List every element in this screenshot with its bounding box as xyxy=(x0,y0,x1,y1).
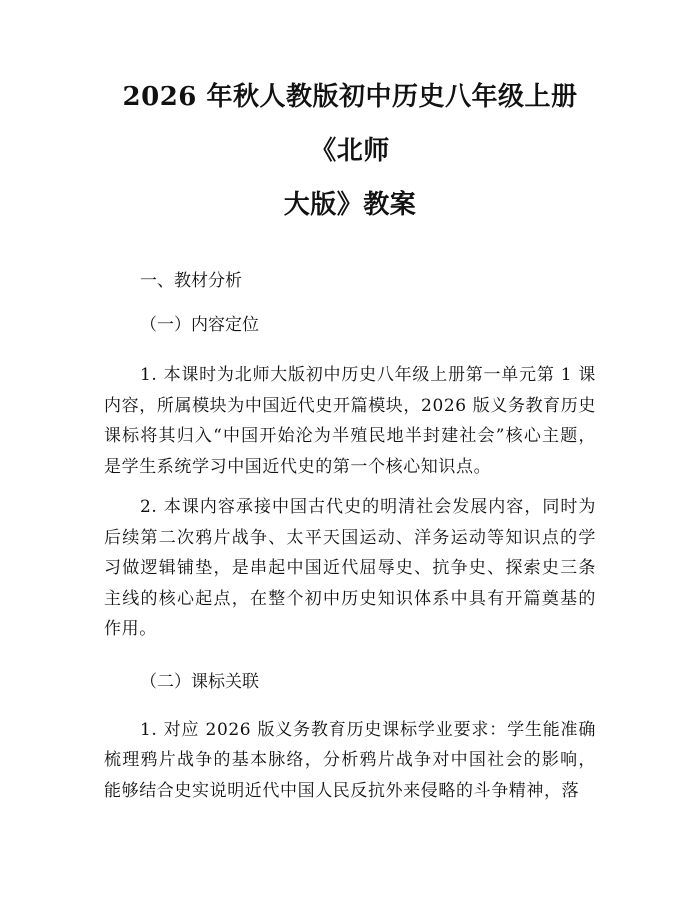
title-line-1: 2026 年秋人教版初中历史八年级上册《北师 xyxy=(122,82,578,166)
paragraph-2: 2. 本课内容承接中国古代史的明清社会发展内容，同时为后续第二次鸦片战争、太平天国运动、洋务运动等知识点的学习做逻辑铺垫，是串起中国近代屈辱史、抗争史、探索史三条主线的核心起点，在整个初中历史知识体系中具有开篇奠基的作用。 xyxy=(104,497,596,639)
title-line-2: 大版》教案 xyxy=(283,190,417,220)
subsection-heading-content-positioning: （一）内容定位 xyxy=(140,315,259,335)
paragraph-1: 1. 本课时为北师大版初中历史八年级上册第一单元第 1 课内容，所属模块为中国近代史开篇模块，2026 版义务教育历史课标将其归入“中国开始沦为半殖民地半封建社会”核心主题，是学生系统学习中国近代史的第一个核心知识点。 xyxy=(104,365,596,477)
paragraph-3: 1. 对应 2026 版义务教育历史课标学业要求：学生能准确梳理鸦片战争的基本脉络，分析鸦片战争对中国社会的影响，能够结合史实说明近代中国人民反抗外来侵略的斗争精神，落 xyxy=(104,719,596,801)
subsection-heading-curriculum-link: （二）课标关联 xyxy=(140,671,259,692)
section-heading-textbook-analysis: 一、教材分析 xyxy=(140,271,242,291)
document-title xyxy=(104,70,596,232)
